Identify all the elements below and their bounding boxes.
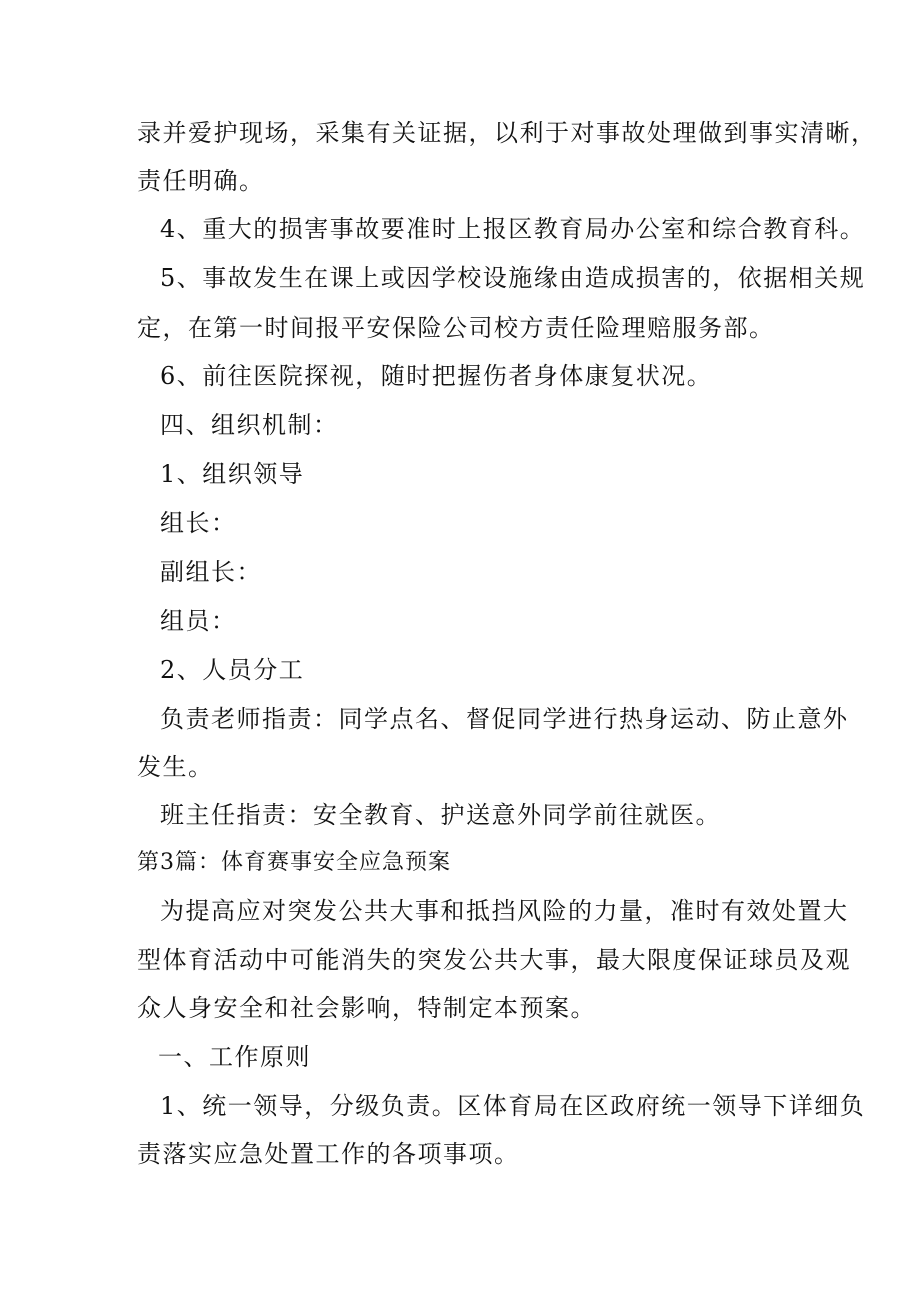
subsection-heading: 1、组织领导 — [160, 460, 305, 488]
section-heading: 一、工作原则 — [158, 1043, 311, 1071]
paragraph-line: 录并爱护现场，采集有关证据，以利于对事故处理做到事实清晰， — [137, 119, 877, 147]
paragraph-line: 为提高应对突发公共大事和抵挡风险的力量，准时有效处置大 — [160, 897, 849, 925]
chapter-title: 第3篇：体育赛事安全应急预案 — [137, 850, 451, 875]
paragraph-line: 4、重大的损害事故要准时上报区教育局办公室和综合教育科。 — [160, 215, 866, 243]
paragraph-line: 型体育活动中可能消失的突发公共大事，最大限度保证球员及观 — [137, 946, 851, 974]
paragraph-line: 发生。 — [137, 753, 214, 781]
paragraph-line: 定，在第一时间报平安保险公司校方责任险理赔服务部。 — [137, 314, 775, 342]
role-label: 副组长： — [160, 558, 262, 586]
paragraph-line: 责任明确。 — [137, 167, 265, 195]
paragraph-line: 5、事故发生在课上或因学校设施缘由造成损害的，依据相关规 — [160, 264, 866, 292]
role-label: 组长： — [160, 509, 237, 537]
section-heading: 四、组织机制： — [160, 411, 339, 439]
paragraph-line: 众人身安全和社会影响，特制定本预案。 — [137, 994, 596, 1022]
role-label: 组员： — [160, 607, 237, 635]
paragraph-line: 6、前往医院探视，随时把握伤者身体康复状况。 — [160, 362, 713, 390]
paragraph-line: 1、统一领导，分级负责。区体育局在区政府统一领导下详细负 — [160, 1092, 866, 1120]
paragraph-line: 责落实应急处置工作的各项事项。 — [137, 1140, 520, 1168]
subsection-heading: 2、人员分工 — [160, 656, 305, 684]
paragraph-line: 负责老师指责：同学点名、督促同学进行热身运动、防止意外 — [160, 705, 849, 733]
paragraph-line: 班主任指责：安全教育、护送意外同学前往就医。 — [160, 801, 721, 829]
